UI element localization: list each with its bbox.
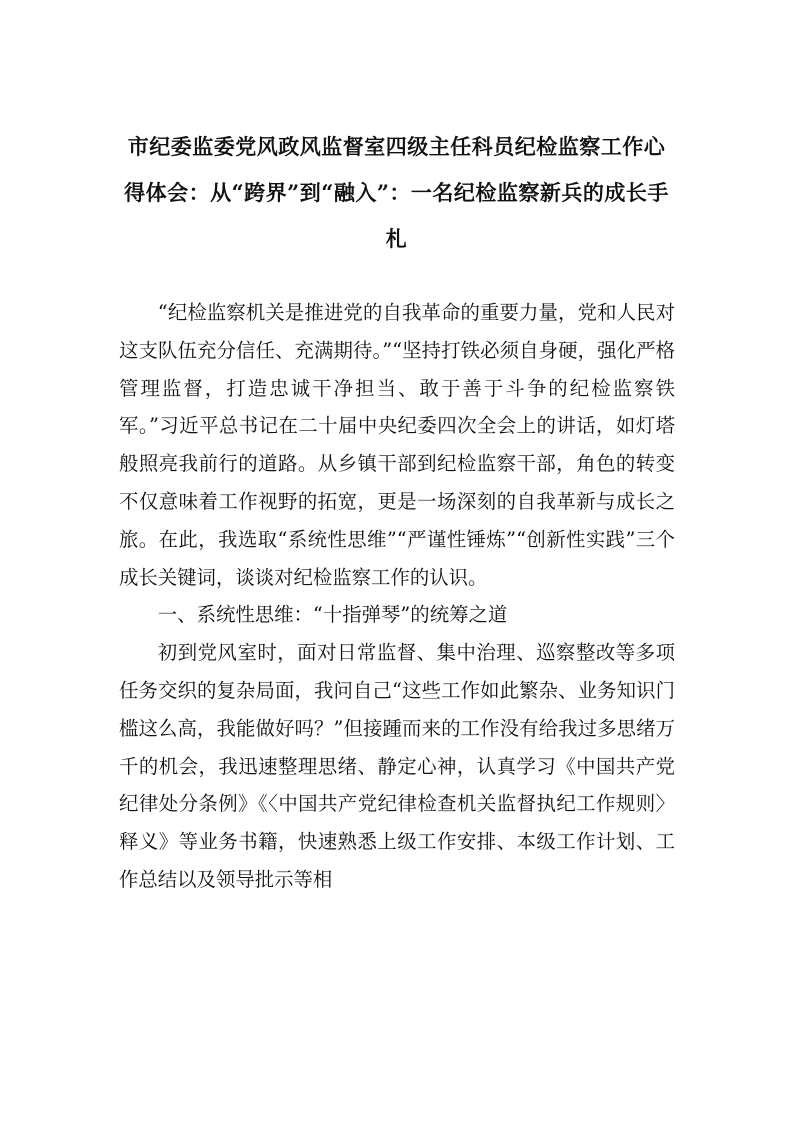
paragraph-section-1: 初到党风室时，面对日常监督、集中治理、巡察整改等多项任务交织的复杂局面，我问自己“这些工作如此繁杂、业务知识门槛这么高，我能做好吗？”但接踵而来的工作没有给我过多思绪万千的机会，我迅速整理思绪、静定心神，认真学习《中国共产党纪律处分条例》《〈中国共产党纪律检查机关监督执纪工作规则〉释义》等业务书籍，快速熟悉上级工作安排、本级工作计划、工作总结以及领导批示等相 — [119, 641, 675, 891]
section-heading-1: 一、系统性思维：“十指弹琴”的统筹之道 — [157, 603, 508, 627]
document-title: 市纪委监委党风政风监督室四级主任科员纪检监察工作心得体会：从“跨界”到“融入”：一名纪检监察新兵的成长手札 — [124, 134, 669, 251]
document-body — [119, 294, 675, 899]
paragraph-intro: “纪检监察机关是推进党的自我革命的重要力量，党和人民对这支队伍充分信任、充满期待。”“坚持打铁必须自身硬，强化严格管理监督，打造忠诚干净担当、敢于善于斗争的纪检监察铁军。”习近平总书记在二十届中央纪委四次全会上的讲话，如灯塔般照亮我前行的道路。从乡镇干部到纪检监察干部，角色的转变不仅意味着工作视野的拓宽，更是一场深刻的自我革新与成长之旅。在此，我选取“系统性思维”“严谨性锤炼”“创新性实践”三个成长关键词，谈谈对纪检监察工作的认识。 — [119, 301, 675, 589]
